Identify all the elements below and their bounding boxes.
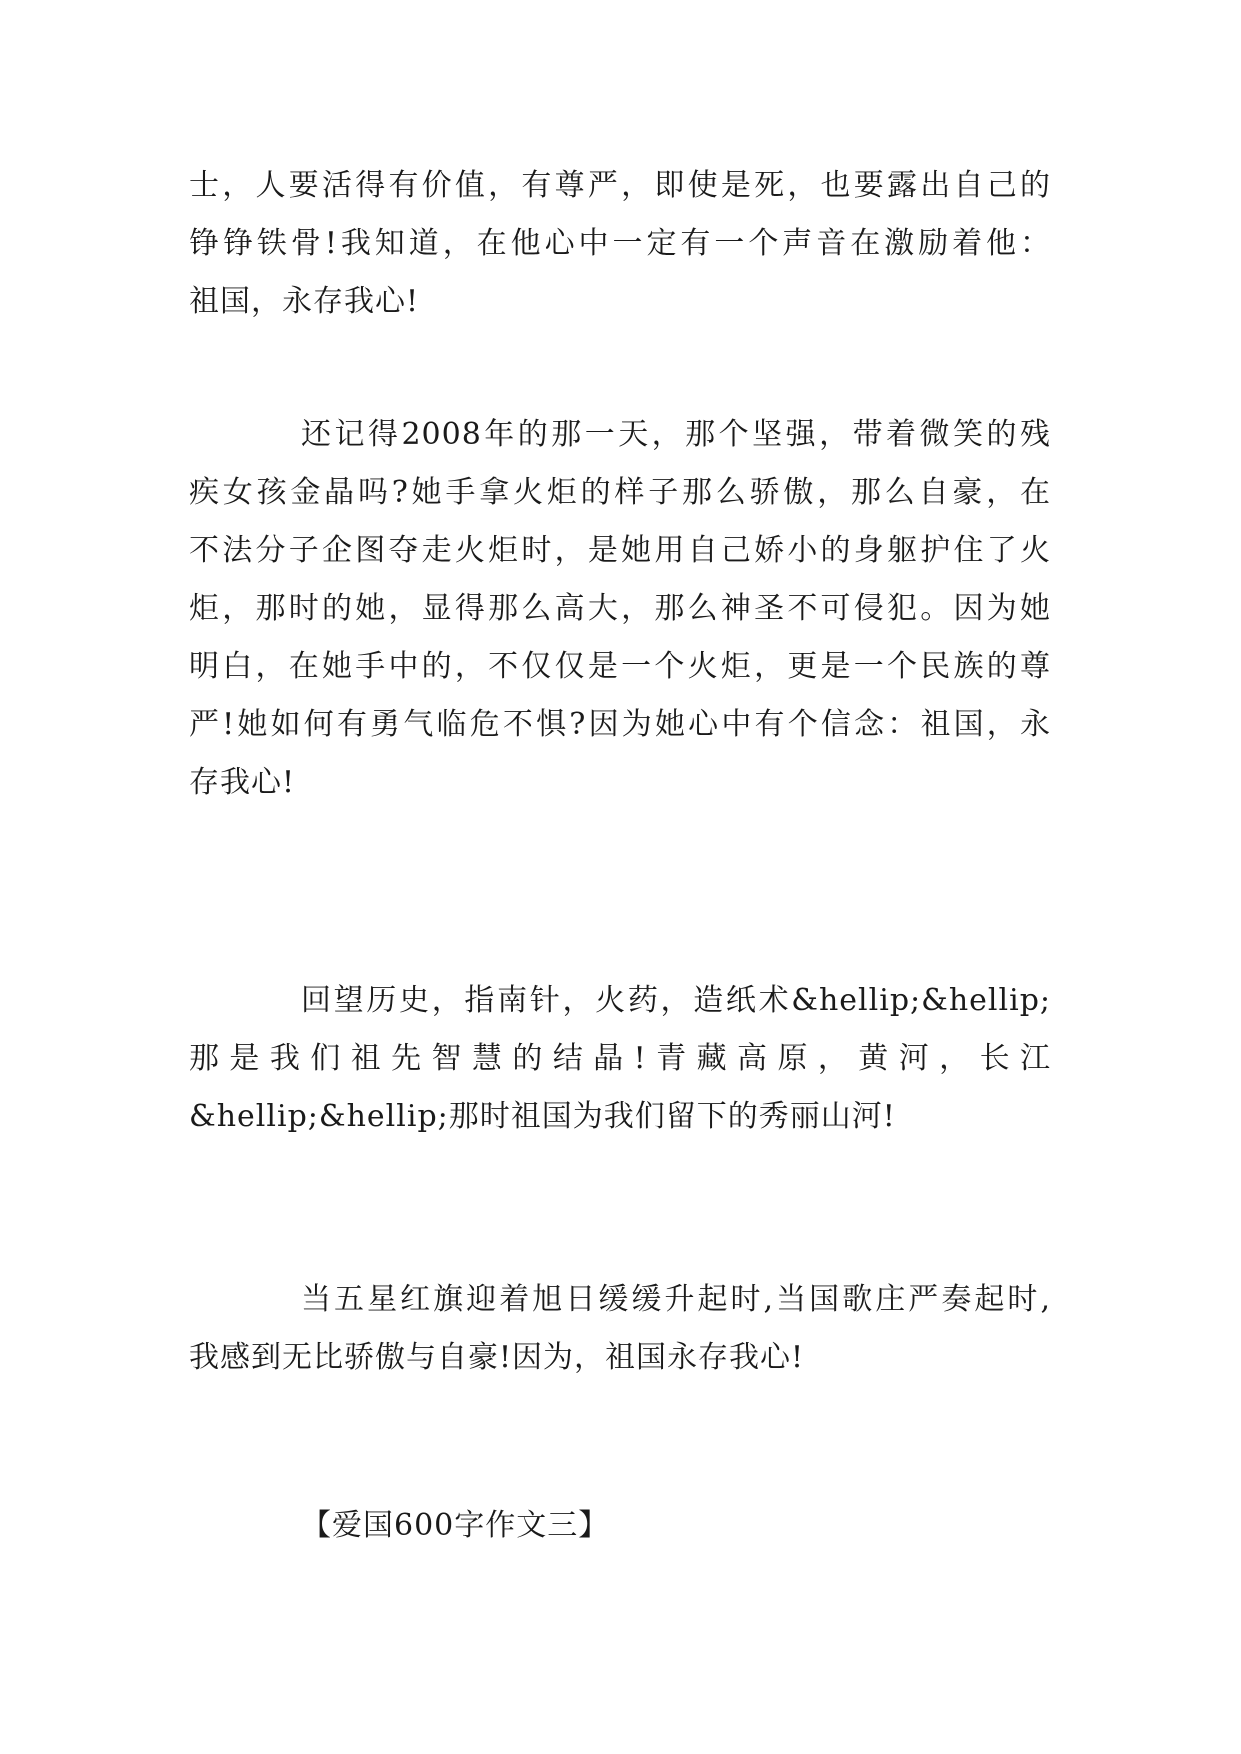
paragraph-4 [189, 1271, 1051, 1387]
paragraph-line: 疾女孩金晶吗?她手拿火炬的样子那么骄傲，那么自豪，在 [189, 475, 1051, 510]
paragraph-line: 回望历史，指南针，火药，造纸术&hellip;&hellip; [301, 983, 1051, 1018]
paragraph-line: 当五星红旗迎着旭日缓缓升起时,当国歌庄严奏起时, [301, 1282, 1051, 1317]
paragraph-line: 那是我们祖先智慧的结晶!青藏高原，黄河，长江 [189, 1041, 1051, 1076]
paragraph-line: 还记得2008年的那一天，那个坚强，带着微笑的残 [301, 417, 1051, 452]
section-heading-block [189, 1497, 1051, 1555]
paragraph-line: 明白，在她手中的，不仅仅是一个火炬，更是一个民族的尊 [189, 649, 1051, 684]
paragraph-line: 士，人要活得有价值，有尊严，即使是死，也要露出自己的 [189, 168, 1051, 203]
paragraph-2 [189, 406, 1051, 812]
paragraph-1 [189, 157, 1051, 331]
paragraph-line: 不法分子企图夺走火炬时，是她用自己娇小的身躯护住了火 [189, 533, 1051, 568]
section-heading: 【爱国600字作文三】 [301, 1508, 610, 1543]
paragraph-line: 严!她如何有勇气临危不惧?因为她心中有个信念：祖国，永 [189, 707, 1051, 742]
paragraph-line: 我感到无比骄傲与自豪!因为，祖国永存我心! [189, 1340, 805, 1375]
paragraph-line: 铮铮铁骨!我知道，在他心中一定有一个声音在激励着他： [189, 226, 1051, 261]
paragraph-line: 祖国，永存我心! [189, 284, 420, 319]
paragraph-line: 存我心! [189, 765, 296, 800]
paragraph-line: 炬，那时的她，显得那么高大，那么神圣不可侵犯。因为她 [189, 591, 1051, 626]
paragraph-3 [189, 972, 1051, 1146]
paragraph-line: &hellip;&hellip;那时祖国为我们留下的秀丽山河! [189, 1099, 896, 1134]
